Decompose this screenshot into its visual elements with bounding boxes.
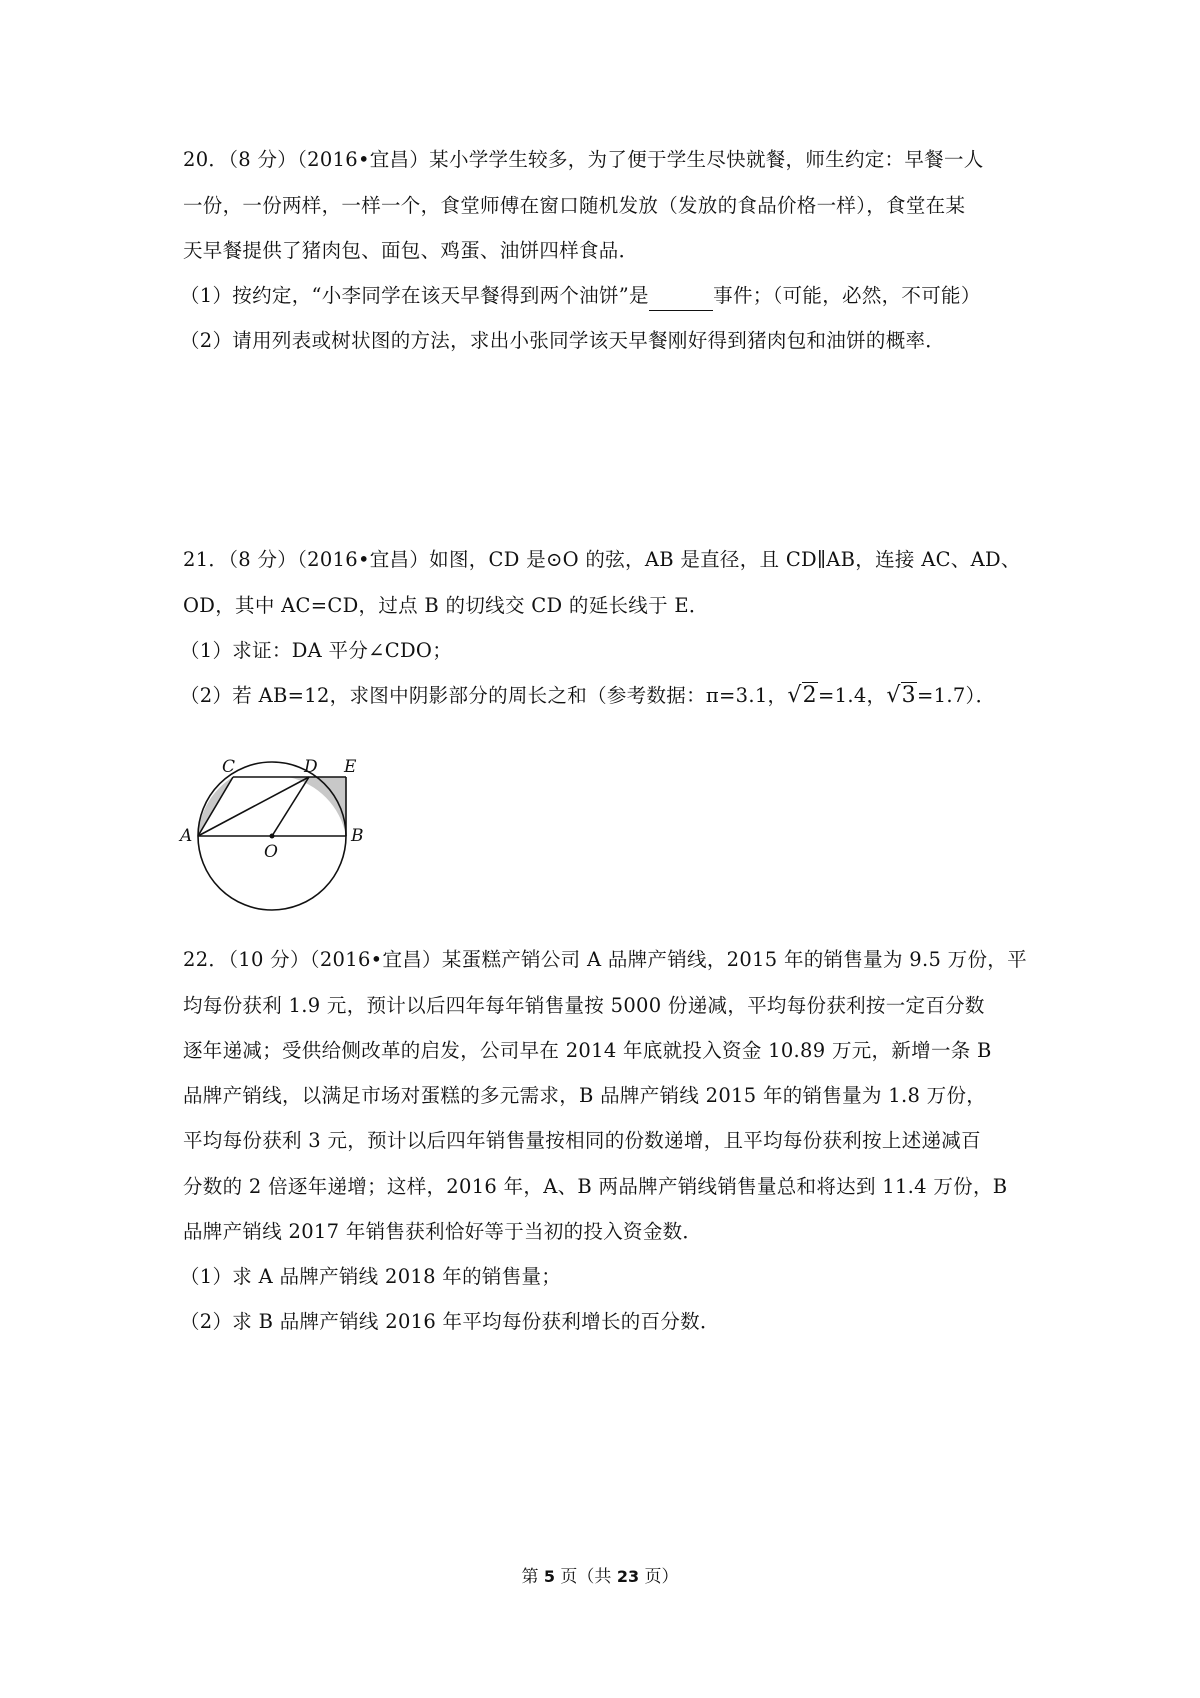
- q22-line-7: 品牌产销线 2017 年销售获利恰好等于当初的投入资金数．: [183, 1220, 703, 1243]
- q22-part-2: （2）求 B 品牌产销线 2016 年平均每份获利增长的百分数．: [180, 1310, 720, 1333]
- label-b: B: [351, 826, 364, 846]
- page-footer: [0, 1566, 1200, 1588]
- footer-suffix: 页）: [639, 1567, 679, 1587]
- sqrt2-value: =1.4，: [817, 684, 887, 707]
- center-point: [270, 834, 275, 839]
- q21-line-2: OD，其中 AC=CD，过点 B 的切线交 CD 的延长线于 E．: [183, 594, 709, 617]
- q20-line-1: 20．（8 分）（2016•宜昌）某小学学生较多，为了便于学生尽快就餐，师生约定：早餐一人: [183, 148, 984, 171]
- q20-line-3: 天早餐提供了猪肉包、面包、鸡蛋、油饼四样食品．: [183, 239, 639, 262]
- circle-figure: [176, 752, 376, 942]
- footer-page-number: 5: [543, 1567, 556, 1586]
- q21-part-1: （1）求证：DA 平分∠CDO；: [180, 639, 453, 662]
- q20-line-2: 一份，一份两样，一样一个，食堂师傅在窗口随机发放（发放的食品价格一样），食堂在某: [183, 194, 966, 217]
- q22-line-3: 逐年递减；受供给侧改革的启发，公司早在 2014 年底就投入资金 10.89 万元，新增一条 B: [183, 1039, 992, 1062]
- sqrt3-value: =1.7）．: [916, 684, 996, 707]
- q21-line-1: 21．（8 分）（2016•宜昌）如图，CD 是⊙O 的弦，AB 是直径，且 CD∥AB，连接 AC、AD、: [183, 548, 1021, 571]
- q20-part-1-before: （1）按约定，“小李同学在该天早餐得到两个油饼”是: [180, 284, 649, 307]
- label-c: C: [222, 757, 236, 777]
- q21-part-2: [180, 682, 995, 710]
- sqrt3-radicand: 3: [901, 683, 916, 708]
- label-o: O: [264, 842, 278, 862]
- answer-blank: [649, 282, 713, 311]
- q22-line-4: 品牌产销线，以满足市场对蛋糕的多元需求，B 品牌产销线 2015 年的销售量为 1.8 万份，: [183, 1084, 987, 1107]
- q20-part-1-after: 事件；（可能，必然，不可能）: [713, 284, 981, 307]
- q22-line-5: 平均每份获利 3 元，预计以后四年销售量按相同的份数递增，且平均每份获利按上述递减百: [183, 1129, 981, 1152]
- q22-part-1: （1）求 A 品牌产销线 2018 年的销售量；: [180, 1265, 562, 1288]
- q20-part-1: [180, 282, 981, 311]
- label-e: E: [344, 757, 357, 777]
- q20-part-2: （2）请用列表或树状图的方法，求出小张同学该天早餐刚好得到猪肉包和油饼的概率．: [180, 329, 946, 352]
- circle-figure-svg: [176, 752, 376, 942]
- sqrt-symbol: √: [886, 683, 901, 708]
- segment-od: [272, 777, 309, 836]
- footer-total-pages: 23: [616, 1567, 640, 1586]
- footer-middle: 页（共: [555, 1567, 617, 1587]
- q21-part-2-before: （2）若 AB=12，求图中阴影部分的周长之和（参考数据：π=3.1，: [180, 684, 788, 707]
- q22-line-2: 均每份获利 1.9 元，预计以后四年每年销售量按 5000 份递减，平均每份获利按一定百分数: [183, 994, 985, 1017]
- sqrt-symbol: √: [787, 683, 802, 708]
- q22-line-1: 22．（10 分）（2016•宜昌）某蛋糕产销公司 A 品牌产销线，2015 年的销售量为 9.5 万份，平: [183, 948, 1027, 971]
- footer-prefix: 第: [521, 1567, 544, 1587]
- q22-line-6: 分数的 2 倍逐年递增；这样，2016 年，A、B 两品牌产销线销售量总和将达到 11.4 万份，B: [183, 1175, 1008, 1198]
- sqrt2-radicand: 2: [802, 683, 817, 708]
- label-a: A: [180, 826, 193, 846]
- shaded-region-deb: [288, 777, 346, 836]
- label-d: D: [304, 757, 318, 777]
